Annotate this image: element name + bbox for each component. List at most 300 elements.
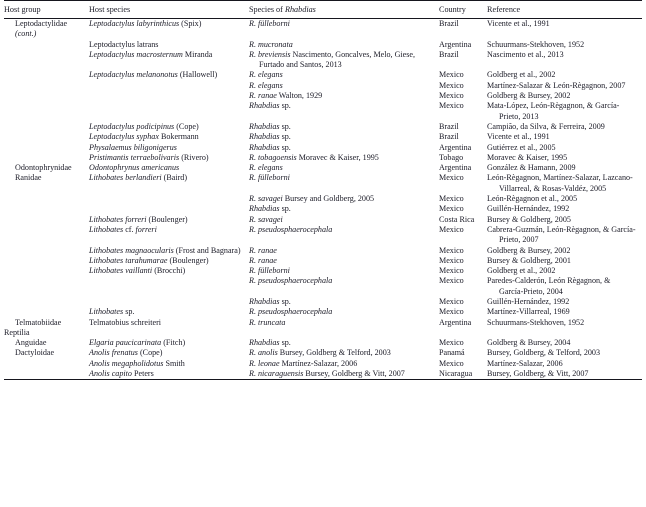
host-species-name: Leptodactylus latrans <box>89 39 159 49</box>
cell-country <box>439 81 487 91</box>
reference-citation: Martínez-Salazar, 2006 <box>487 358 563 368</box>
cell-reference <box>487 369 642 379</box>
cell-species-rhabdias <box>249 297 439 307</box>
cell-reference <box>487 359 642 369</box>
cell-host-group <box>4 307 89 317</box>
cell-host-species <box>89 246 249 256</box>
reference-citation: Nascimento et al., 2013 <box>487 49 564 59</box>
reference-citation: Schuurmans-Stekhoven, 1952 <box>487 317 585 327</box>
cell-species-rhabdias <box>249 194 439 204</box>
rhabdias-species-name: R. pseudosphaerocephala <box>249 307 333 317</box>
cell-host-group <box>4 276 89 297</box>
host-species-name: Leptodactylus macrosternum Miranda <box>89 49 213 59</box>
host-species-name: Odontophrynus americanus <box>89 163 180 173</box>
cell-species-rhabdias <box>249 246 439 256</box>
host-species-name: Lithobates berlandieri (Baird) <box>89 173 188 183</box>
reference-citation: Gutiérrez et al., 2005 <box>487 142 556 152</box>
cell-reference <box>487 225 642 246</box>
table-row <box>4 132 642 142</box>
table-row <box>4 276 642 297</box>
cell-host-species <box>89 18 249 39</box>
cell-host-group <box>4 246 89 256</box>
reference-citation: León-Règagnon et al., 2005 <box>487 194 578 204</box>
cell-host-group <box>4 369 89 379</box>
host-parasite-table <box>4 0 642 380</box>
host-species-name: Anolis megapholidotus Smith <box>89 358 185 368</box>
cell-country <box>439 40 487 50</box>
reference-citation: Guillén-Hernández, 1992 <box>487 297 570 306</box>
cell-host-species <box>89 359 249 369</box>
cell-species-rhabdias <box>249 328 439 338</box>
table-row <box>4 101 642 122</box>
country-label: Mexico <box>439 266 464 276</box>
cell-species-rhabdias <box>249 225 439 246</box>
cell-host-species <box>89 328 249 338</box>
country-label: Mexico <box>439 101 464 111</box>
cell-host-group <box>4 132 89 142</box>
country-label: Mexico <box>439 173 464 183</box>
host-group-label: Leptodactylidae <box>15 18 68 28</box>
cell-country <box>439 225 487 246</box>
country-label: Argentina <box>439 317 472 327</box>
cell-host-group <box>4 194 89 204</box>
cell-host-species <box>89 297 249 307</box>
reference-citation: Goldberg & Bursey, 2004 <box>487 338 571 348</box>
host-species-name: Anolis frenatus (Cope) <box>89 348 163 358</box>
cell-reference <box>487 194 642 204</box>
table-row <box>4 91 642 101</box>
rhabdias-species-name: R. fülleborni <box>249 173 290 183</box>
table-row <box>4 338 642 348</box>
cell-reference <box>487 173 642 194</box>
cell-species-rhabdias <box>249 101 439 122</box>
cell-host-group <box>4 256 89 266</box>
rhabdias-species-name: R. fülleborni <box>249 266 290 276</box>
cell-host-group <box>4 163 89 173</box>
table-row <box>4 266 642 276</box>
cell-host-group <box>4 91 89 101</box>
cell-host-species <box>89 338 249 348</box>
cell-reference <box>487 266 642 276</box>
table-row <box>4 163 642 173</box>
cell-reference <box>487 122 642 132</box>
cell-country <box>439 276 487 297</box>
reference-citation: Martínez-Salazar & León-Règagnon, 2007 <box>487 80 626 90</box>
table-row <box>4 143 642 153</box>
cell-host-species <box>89 348 249 358</box>
reference-citation: Cabrera-Guzmán, León-Règagnon, & García-Prieto, 2007 <box>487 224 636 245</box>
column-header-row <box>4 1 642 18</box>
table-row <box>4 70 642 80</box>
table-row <box>4 256 642 266</box>
cell-country <box>439 246 487 256</box>
cell-species-rhabdias <box>249 163 439 173</box>
table-row <box>4 215 642 225</box>
cell-host-group <box>4 215 89 225</box>
rhabdias-species-name: R. elegans <box>249 80 283 90</box>
table-row <box>4 307 642 317</box>
cell-reference <box>487 204 642 214</box>
cell-host-species <box>89 307 249 317</box>
cell-species-rhabdias <box>249 369 439 379</box>
country-label: Tobago <box>439 152 464 162</box>
reference-citation: Moravec & Kaiser, 1995 <box>487 152 568 162</box>
country-label: Argentina <box>439 39 472 49</box>
cell-host-group <box>4 348 89 358</box>
rhabdias-species-name: Rhabdias sp. <box>249 297 291 306</box>
cell-country <box>439 328 487 338</box>
cell-country <box>439 359 487 369</box>
cell-host-group <box>4 40 89 50</box>
country-label: Mexico <box>439 80 464 90</box>
cell-host-species <box>89 143 249 153</box>
cell-host-group <box>4 143 89 153</box>
cell-species-rhabdias <box>249 359 439 369</box>
cell-species-rhabdias <box>249 132 439 142</box>
table-row <box>4 246 642 256</box>
country-label: Mexico <box>439 245 464 255</box>
column-header-rhabdias-genus: Rhabdias <box>284 4 316 14</box>
cell-species-rhabdias <box>249 266 439 276</box>
cell-country <box>439 50 487 71</box>
cell-reference <box>487 338 642 348</box>
cell-reference <box>487 153 642 163</box>
reference-citation: Vicente et al., 1991 <box>487 132 550 142</box>
cell-reference <box>487 318 642 328</box>
rhabdias-species-name: Rhabdias sp. <box>249 142 291 152</box>
cell-host-species <box>89 204 249 214</box>
cell-reference <box>487 40 642 50</box>
cell-species-rhabdias <box>249 173 439 194</box>
cell-reference <box>487 276 642 297</box>
table-bottom-rule <box>4 379 642 380</box>
table-row <box>4 122 642 132</box>
country-label: Brazil <box>439 49 459 59</box>
country-label: Brazil <box>439 121 459 131</box>
cell-host-species <box>89 122 249 132</box>
country-label: Mexico <box>439 338 464 348</box>
host-species-name: Leptodactylus podicipinus (Cope) <box>89 121 199 131</box>
rhabdias-species-name: R. nicaraguensis Bursey, Goldberg & Vitt, 2007 <box>249 369 405 379</box>
reference-citation: Guillén-Hernández, 1992 <box>487 204 570 214</box>
cell-host-species <box>89 81 249 91</box>
country-label: Mexico <box>439 297 464 306</box>
cell-country <box>439 348 487 358</box>
cell-host-group <box>4 297 89 307</box>
rhabdias-species-name: R. ranae Walton, 1929 <box>249 91 323 101</box>
reference-citation: Goldberg & Bursey, 2002 <box>487 91 571 101</box>
cell-host-species <box>89 194 249 204</box>
rhabdias-species-name: R. savagei Bursey and Goldberg, 2005 <box>249 194 375 204</box>
cell-species-rhabdias <box>249 50 439 71</box>
host-species-name: Lithobates sp. <box>89 307 135 317</box>
cell-country <box>439 338 487 348</box>
country-label: Mexico <box>439 358 464 368</box>
cell-host-species <box>89 276 249 297</box>
cell-host-species <box>89 70 249 80</box>
rhabdias-species-name: R. tobagoensis Moravec & Kaiser, 1995 <box>249 152 379 162</box>
cell-species-rhabdias <box>249 307 439 317</box>
reference-citation: Goldberg et al., 2002 <box>487 266 556 276</box>
host-group-label: Telmatobiidae <box>15 317 62 327</box>
host-species-name: Lithobates vaillanti (Brocchi) <box>89 266 186 276</box>
country-label: Mexico <box>439 276 464 286</box>
table-row <box>4 40 642 50</box>
cell-reference <box>487 328 642 338</box>
cell-reference <box>487 81 642 91</box>
cell-host-group <box>4 101 89 122</box>
cell-host-species <box>89 91 249 101</box>
cell-host-group <box>4 338 89 348</box>
host-group-label: Anguidae <box>15 338 47 348</box>
cell-host-species <box>89 101 249 122</box>
host-species-name: Lithobates forreri (Boulenger) <box>89 214 188 224</box>
cell-host-group <box>4 359 89 369</box>
cell-reference <box>487 256 642 266</box>
cell-country <box>439 91 487 101</box>
cell-country <box>439 194 487 204</box>
country-label: Argentina <box>439 142 472 152</box>
cell-host-species <box>89 225 249 246</box>
reference-citation: González & Hamann, 2009 <box>487 163 576 173</box>
rhabdias-species-name: Rhabdias sp. <box>249 101 291 111</box>
cell-host-species <box>89 369 249 379</box>
cell-host-group <box>4 81 89 91</box>
table-row <box>4 369 642 379</box>
host-group-label: Dactyloidae <box>15 348 55 358</box>
reference-citation: Paredes-Calderón, León Règagnon, & García-Prieto, 2004 <box>487 276 611 296</box>
table-body <box>4 18 642 379</box>
cell-host-group <box>4 266 89 276</box>
reference-citation: Goldberg & Bursey, 2002 <box>487 245 571 255</box>
cell-reference <box>487 18 642 39</box>
rhabdias-species-name: R. pseudosphaerocephala <box>249 224 333 234</box>
host-species-name: Lithobates cf. forreri <box>89 224 157 234</box>
reference-citation: León-Règagnon, Martínez-Salazar, Lazcano-Villarreal, & Rosas-Valdéz, 2005 <box>487 173 633 193</box>
rhabdias-species-name: Rhabdias sp. <box>249 338 291 348</box>
cell-host-group <box>4 50 89 71</box>
cell-species-rhabdias <box>249 70 439 80</box>
host-group-label: Ranidae <box>15 173 42 183</box>
rhabdias-species-name: R. fülleborni <box>249 18 290 28</box>
cell-reference <box>487 101 642 122</box>
table-footer <box>4 379 642 380</box>
cell-host-group <box>4 204 89 214</box>
cell-reference <box>487 70 642 80</box>
reference-citation: Bursey & Goldberg, 2001 <box>487 255 571 265</box>
rhabdias-species-name: Rhabdias sp. <box>249 204 291 214</box>
column-header-species-prefix: Species of <box>249 4 285 14</box>
rhabdias-species-name: Rhabdias sp. <box>249 121 291 131</box>
cell-species-rhabdias <box>249 348 439 358</box>
rhabdias-species-name: R. ranae <box>249 255 277 265</box>
cell-species-rhabdias <box>249 338 439 348</box>
cell-reference <box>487 132 642 142</box>
rhabdias-species-name: R. anolis Bursey, Goldberg & Telford, 2003 <box>249 348 391 358</box>
reference-citation: Campião, da Silva, & Ferreira, 2009 <box>487 121 605 131</box>
host-group-continuation: (cont.) <box>15 29 37 39</box>
country-label: Brazil <box>439 18 459 28</box>
reference-citation: Schuurmans-Stekhoven, 1952 <box>487 39 585 49</box>
country-label: Mexico <box>439 224 464 234</box>
cell-country <box>439 132 487 142</box>
host-species-name: Leptodactylus labyrinthicus (Spix) <box>89 18 202 28</box>
reference-citation: Bursey, Goldberg, & Vitt, 2007 <box>487 369 589 379</box>
cell-reference <box>487 50 642 71</box>
host-species-name: Telmatobius schreiteri <box>89 317 162 327</box>
cell-country <box>439 18 487 39</box>
country-label: Mexico <box>439 194 464 204</box>
rhabdias-species-name: R. elegans <box>249 70 283 80</box>
rhabdias-species-name: R. elegans <box>249 163 283 173</box>
cell-host-species <box>89 256 249 266</box>
cell-country <box>439 173 487 194</box>
column-header-host-species: Host species <box>89 1 249 18</box>
table-row <box>4 50 642 71</box>
rhabdias-species-name: R. breviensis Nascimento, Goncalves, Melo, Giese, Furtado and Santos, 2013 <box>249 49 416 70</box>
cell-country <box>439 297 487 307</box>
cell-host-group <box>4 70 89 80</box>
cell-species-rhabdias <box>249 81 439 91</box>
cell-country <box>439 318 487 328</box>
cell-species-rhabdias <box>249 256 439 266</box>
cell-host-group <box>4 318 89 328</box>
country-label: Mexico <box>439 70 464 80</box>
cell-reference <box>487 143 642 153</box>
cell-country <box>439 70 487 80</box>
cell-species-rhabdias <box>249 276 439 297</box>
cell-country <box>439 369 487 379</box>
cell-country <box>439 122 487 132</box>
cell-country <box>439 143 487 153</box>
reference-citation: Mata-López, León-Règagnon, & García-Prieto, 2013 <box>487 101 620 121</box>
country-label: Panamá <box>439 348 465 358</box>
host-species-name: Elgaria paucicarinata (Fitch) <box>89 338 186 348</box>
cell-reference <box>487 215 642 225</box>
cell-species-rhabdias <box>249 18 439 39</box>
table-row <box>4 204 642 214</box>
table-row <box>4 81 642 91</box>
cell-host-group <box>4 18 89 39</box>
host-species-name: Pristimantis terraebolivaris (Rivero) <box>89 152 209 162</box>
cell-host-species <box>89 163 249 173</box>
reference-citation: Bursey & Goldberg, 2005 <box>487 214 571 224</box>
country-label: Brazil <box>439 132 459 142</box>
cell-host-species <box>89 173 249 194</box>
country-label: Costa Rica <box>439 214 475 224</box>
cell-species-rhabdias <box>249 215 439 225</box>
table-row <box>4 297 642 307</box>
cell-host-species <box>89 318 249 328</box>
cell-reference <box>487 246 642 256</box>
table-row <box>4 225 642 246</box>
table-row <box>4 328 642 338</box>
table-row <box>4 359 642 369</box>
column-header-country: Country <box>439 1 487 18</box>
cell-host-species <box>89 132 249 142</box>
cell-host-species <box>89 153 249 163</box>
rhabdias-species-name: R. mucronata <box>249 39 293 49</box>
rhabdias-species-name: R. savagei <box>249 214 283 224</box>
cell-species-rhabdias <box>249 122 439 132</box>
rule-cell <box>4 379 642 380</box>
host-species-name: Lithobates magnaocularis (Frost and Bagnara) <box>89 245 241 255</box>
cell-country <box>439 163 487 173</box>
table-row <box>4 173 642 194</box>
table-row <box>4 348 642 358</box>
cell-country <box>439 153 487 163</box>
cell-species-rhabdias <box>249 143 439 153</box>
cell-host-species <box>89 50 249 71</box>
cell-host-group <box>4 153 89 163</box>
rhabdias-species-name: R. ranae <box>249 245 277 255</box>
column-header-host-group: Host group <box>4 1 89 18</box>
country-label: Mexico <box>439 307 464 317</box>
country-label: Nicaragua <box>439 369 473 379</box>
rhabdias-species-name: R. truncata <box>249 317 286 327</box>
cell-species-rhabdias <box>249 153 439 163</box>
cell-reference <box>487 91 642 101</box>
rhabdias-species-name: R. leonae Martínez-Salazar, 2006 <box>249 358 358 368</box>
cell-host-group <box>4 225 89 246</box>
country-label: Mexico <box>439 91 464 101</box>
column-header-reference: Reference <box>487 1 642 18</box>
host-species-name: Anolis capito Peters <box>89 369 154 379</box>
cell-host-group <box>4 122 89 132</box>
cell-host-species <box>89 266 249 276</box>
country-label: Mexico <box>439 204 464 214</box>
cell-country <box>439 256 487 266</box>
cell-country <box>439 204 487 214</box>
cell-reference <box>487 348 642 358</box>
table-row <box>4 194 642 204</box>
rhabdias-species-name: Rhabdias sp. <box>249 132 291 142</box>
table-row <box>4 153 642 163</box>
cell-species-rhabdias <box>249 40 439 50</box>
cell-reference <box>487 297 642 307</box>
column-header-species-rhabdias <box>249 1 439 18</box>
reference-citation: Martínez-Villarreal, 1969 <box>487 307 570 317</box>
cell-country <box>439 101 487 122</box>
host-group-label: Reptilia <box>4 327 30 337</box>
rhabdias-species-name: R. pseudosphaerocephala <box>249 276 333 286</box>
cell-species-rhabdias <box>249 318 439 328</box>
cell-host-group <box>4 328 89 338</box>
cell-country <box>439 215 487 225</box>
cell-reference <box>487 163 642 173</box>
host-species-name: Leptodactylus melanonotus (Hallowell) <box>89 70 218 80</box>
cell-host-species <box>89 40 249 50</box>
reference-citation: Bursey, Goldberg, & Telford, 2003 <box>487 348 601 358</box>
cell-country <box>439 266 487 276</box>
cell-host-species <box>89 215 249 225</box>
host-species-name: Physalaemus biligonigerus <box>89 142 177 152</box>
table-row <box>4 318 642 328</box>
host-group-label: Odontophrynidae <box>15 163 72 173</box>
host-species-name: Lithobates tarahumarae (Boulenger) <box>89 255 209 265</box>
country-label: Argentina <box>439 163 472 173</box>
table-row <box>4 18 642 39</box>
reference-citation: Vicente et al., 1991 <box>487 18 550 28</box>
country-label: Mexico <box>439 255 464 265</box>
host-species-name: Leptodactylus syphax Bokermann <box>89 132 199 142</box>
cell-country <box>439 307 487 317</box>
cell-species-rhabdias <box>249 204 439 214</box>
cell-host-group <box>4 173 89 194</box>
cell-species-rhabdias <box>249 91 439 101</box>
reference-citation: Goldberg et al., 2002 <box>487 70 556 80</box>
table-header <box>4 1 642 19</box>
